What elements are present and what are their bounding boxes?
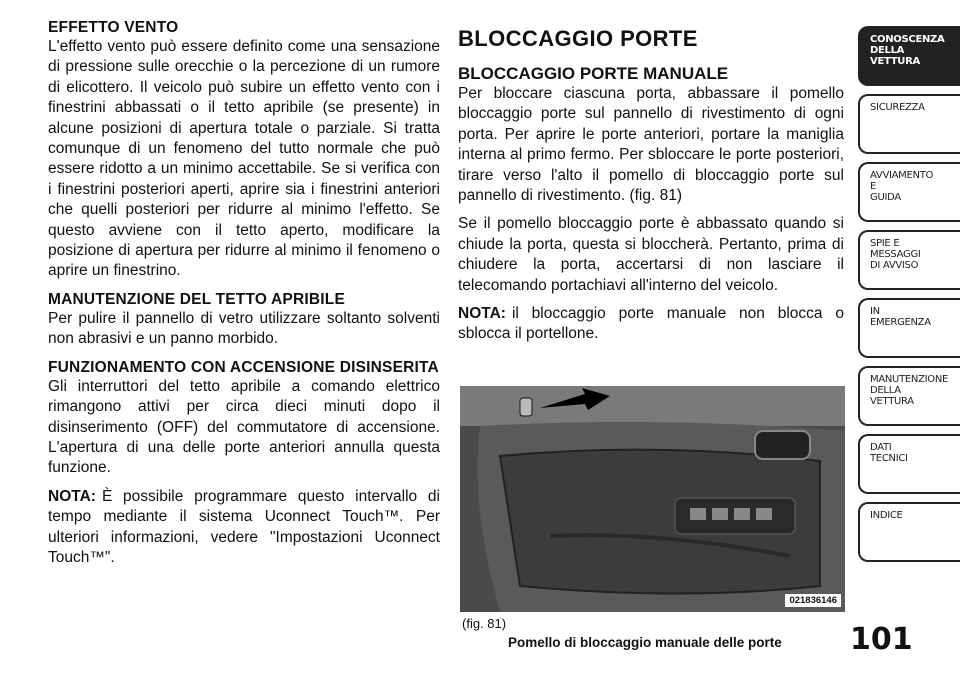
paragraph-manutenzione-tetto: Per pulire il pannello di vetro utilizzare soltanto solventi non abrasivi e un panno morbido. [48,309,440,348]
tab-manutenzione[interactable] [858,366,960,426]
figure-caption: Pomello di bloccaggio manuale delle porte [508,635,782,650]
paragraph-accensione-disinserita: Gli interruttori del tetto apribile a comando elettrico rimangono attivi per circa dieci minuti dopo il disinserimento (OFF) del commutatore di accensione. L'apertura di una delle porte anteriori annulla questa funzione. [48,377,440,477]
page-number: 101 [850,622,913,657]
paragraph-bloccaggio-2: Se il pomello bloccaggio porte è abbassato quando si chiude la porta, questa si bloccherà. Pertanto, prima di chiudere la porta, accertarsi di non lasciare il telecomando portachiavi all'interno del veicolo. [458,215,844,294]
nota-text: È possibile programmare questo intervallo di tempo mediante il sistema Uconnect Touch™. Per ulteriori informazioni, vedere "Impostazioni Uconnect Touch™". [48,487,440,566]
door-panel-illustration [460,386,845,612]
tab-label: CONOSCENZA DELLA VETTURA [870,34,945,67]
tab-label: AVVIAMENTO E GUIDA [870,170,934,203]
paragraph-effetto-vento: L'effetto vento può essere definito come una sensazione di pressione sulle orecchie o la percezione di un rumore di elicottero. Il veicolo può subire un effetto vento con i finestrini abbassati o il tetto apribile (se presente) in alcune posizioni di apertura totale o parziale. Si tratta comunque di un fenomeno del tutto normale che può essere ridotto a un minimo accettabile. Se si verifica con i finestrini posteriori aperti, aprire sia i finestrini anteriori che quelli posteriori per ridurre al minimo l'effetto. Se questo avviene con il tetto aperto, modificare la posizione di apertura per ridurre al minimo il fenomeno o aprire un finestrino. [48,38,440,280]
nota-label: NOTA: [48,487,96,505]
tab-label: INDICE [870,510,903,521]
chapter-tabs [858,26,960,570]
section-title: BLOCCAGGIO PORTE [458,26,698,51]
nota-label: NOTA: [458,305,506,323]
heading-bloccaggio-manuale: BLOCCAGGIO PORTE MANUALE [458,64,729,83]
heading-manutenzione-tetto: MANUTENZIONE DEL TETTO APRIBILE [48,290,345,308]
tab-label: IN EMERGENZA [870,306,931,328]
nota-text: il bloccaggio porte manuale non blocca o sblocca il portellone. [458,305,844,343]
door-panel-figure [460,386,845,612]
left-column [48,18,440,576]
tab-label: SPIE E MESSAGGI DI AVVISO [870,238,921,271]
tab-label: SICUREZZA [870,102,925,113]
nota-left [48,487,440,569]
tab-emergenza[interactable] [858,298,960,358]
tab-dati-tecnici[interactable] [858,434,960,494]
tab-label: MANUTENZIONE DELLA VETTURA [870,374,949,407]
figure-code: 021836146 [785,594,841,607]
heading-accensione-disinserita: FUNZIONAMENTO CON ACCENSIONE DISINSERITA [48,358,439,376]
paragraph-bloccaggio-1: Per bloccare ciascuna porta, abbassare il pomello bloccaggio porte sul pannello di rivestimento di ogni porta. Per aprire le porte anteriori, portare la maniglia interna al primo fermo. Per sbloccare le porte posteriori, tirare verso l'alto il pomello di bloccaggio porte sul pannello di rivestimento. (fig. 81) [458,85,844,205]
tab-conoscenza[interactable] [858,26,960,86]
right-column [458,26,844,353]
tab-label: DATI TECNICI [870,442,908,464]
figure-reference: (fig. 81) [462,616,507,631]
heading-effetto-vento: EFFETTO VENTO [48,19,179,36]
tab-avviamento[interactable] [858,162,960,222]
tab-spie[interactable] [858,230,960,290]
nota-right [458,304,844,345]
tab-sicurezza[interactable] [858,94,960,154]
tab-indice[interactable] [858,502,960,562]
